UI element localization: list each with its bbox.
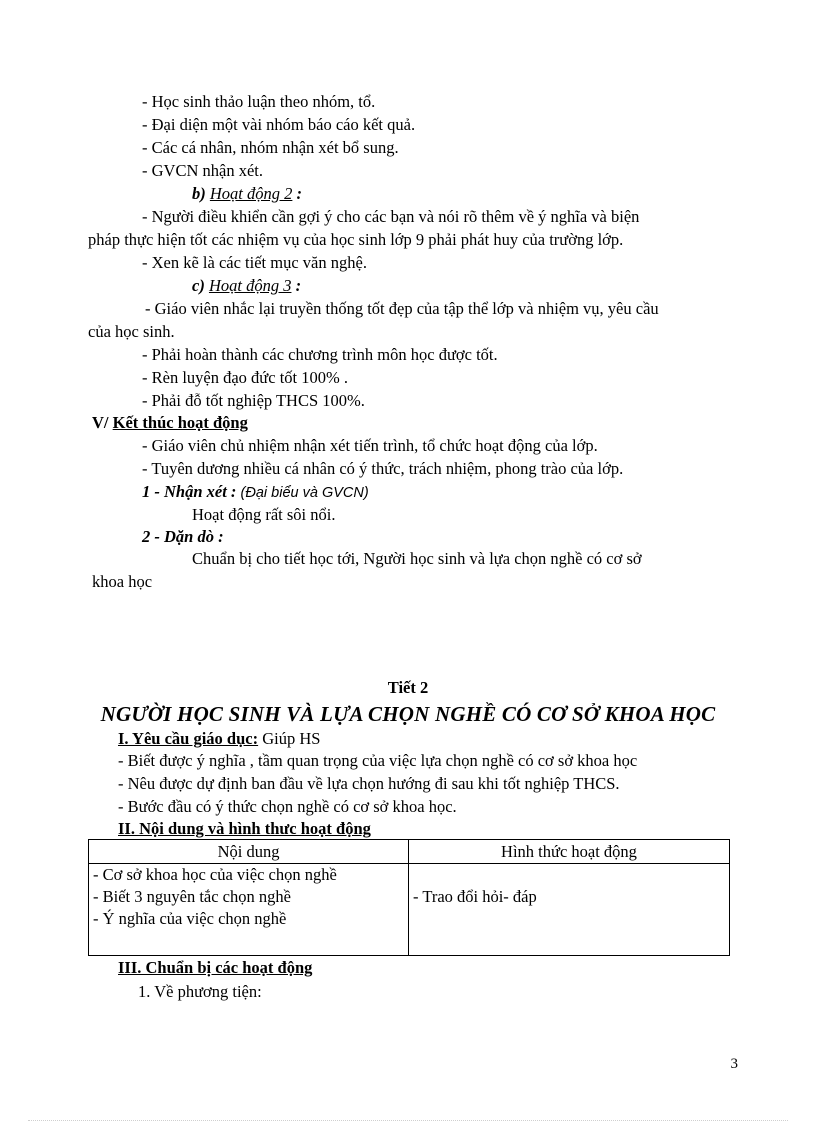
activity-3-prefix: c) (192, 276, 205, 295)
text-line: - Rèn luyện đạo đức tốt 100% . (142, 368, 348, 387)
comment-label: 1 - Nhận xét : (142, 482, 237, 501)
table-cell-line: - Cơ sở khoa học của việc chọn nghề (93, 865, 337, 884)
text-line: - Phải đỗ tốt nghiệp THCS 100%. (142, 391, 365, 410)
table-header-form: Hình thức hoạt động (409, 840, 730, 864)
text-line: - Phải hoàn thành các chương trình môn học được tốt. (142, 345, 498, 364)
table-cell-line: - Trao đổi hỏi- đáp (413, 887, 537, 906)
text-line: - Giáo viên nhắc lại truyền thống tốt đẹp của tập thể lớp và nhiệm vụ, yêu cầu (145, 299, 659, 318)
text-line: 1. Về phương tiện: (138, 982, 262, 1001)
activity-3-heading (192, 276, 301, 296)
text-line: - Người điều khiển cần gợi ý cho các bạn và nói rõ thêm về ý nghĩa và biện (142, 207, 640, 226)
table-cell-content (89, 864, 409, 956)
text-line: khoa học (92, 572, 153, 591)
comment-note: (Đại biểu và GVCN) (240, 485, 369, 501)
text-line: Hoạt động rất sôi nổi. (192, 505, 336, 524)
section-i-title: I. Yêu cầu giáo dục: (118, 729, 259, 748)
table-header-row (89, 840, 730, 864)
comment-heading (142, 482, 369, 503)
table-cell-line: - Ý nghĩa của việc chọn nghề (93, 909, 287, 928)
page-number: 3 (730, 1056, 738, 1072)
homework-label: 2 - Dặn dò : (142, 527, 224, 546)
text-line: - Xen kẽ là các tiết mục văn nghệ. (142, 253, 367, 272)
lesson-title: NGƯỜI HỌC SINH VÀ LỰA CHỌN NGHỀ CÓ CƠ SỞ KHOA HỌC (100, 702, 716, 726)
text-line: - Các cá nhân, nhóm nhận xét bổ sung. (142, 138, 399, 157)
section-v-title: Kết thúc hoạt động (112, 413, 248, 432)
table-header-content: Nội dung (89, 840, 409, 864)
text-line: - Đại diện một vài nhóm báo cáo kết quả. (142, 115, 416, 134)
activity-2-colon: : (296, 184, 302, 203)
text-line: - GVCN nhận xét. (142, 161, 263, 180)
table-row (89, 864, 730, 956)
text-line: Chuẩn bị cho tiết học tới, Người học sinh và lựa chọn nghề có cơ sở (192, 549, 642, 568)
section-v-prefix: V/ (92, 413, 109, 432)
activity-2-prefix: b) (192, 184, 206, 203)
section-v-heading (92, 413, 248, 433)
text-line: - Tuyên dương nhiều cá nhân có ý thức, trách nhiệm, phong trào của lớp. (142, 459, 624, 478)
text-line: - Bước đầu có ý thức chọn nghề có cơ sở khoa học. (118, 797, 457, 816)
text-line: của học sinh. (88, 322, 175, 341)
activity-3-title: Hoạt động 3 (208, 276, 292, 295)
page-bottom-divider (28, 1120, 788, 1121)
activity-3-colon: : (295, 276, 302, 295)
text-line: - Giáo viên chủ nhiệm nhận xét tiến trình, tổ chức hoạt động của lớp. (142, 436, 598, 455)
activity-2-heading (192, 184, 302, 204)
text-line: - Nêu được dự định ban đầu về lựa chọn hướng đi sau khi tốt nghiệp THCS. (118, 774, 620, 793)
table-cell-line: - Biết 3 nguyên tắc chọn nghề (93, 887, 291, 906)
table-cell-form (409, 864, 730, 956)
activity-table (88, 839, 730, 956)
section-ii-title: II. Nội dung và hình thưc hoạt động (118, 819, 371, 838)
text-line: - Học sinh thảo luận theo nhóm, tổ. (142, 92, 376, 111)
activity-2-title: Hoạt động 2 (209, 184, 293, 203)
section-i-suffix: Giúp HS (258, 729, 321, 748)
section-iii-title: III. Chuẩn bị các hoạt động (118, 958, 313, 977)
lesson-number: Tiết 2 (387, 678, 429, 697)
text-line: - Biết được ý nghĩa , tầm quan trọng của việc lựa chọn nghề có cơ sở khoa học (118, 751, 638, 770)
text-line: pháp thực hiện tốt các nhiệm vụ của học sinh lớp 9 phải phát huy của trường lớp. (88, 230, 624, 249)
section-i-heading (118, 729, 320, 749)
